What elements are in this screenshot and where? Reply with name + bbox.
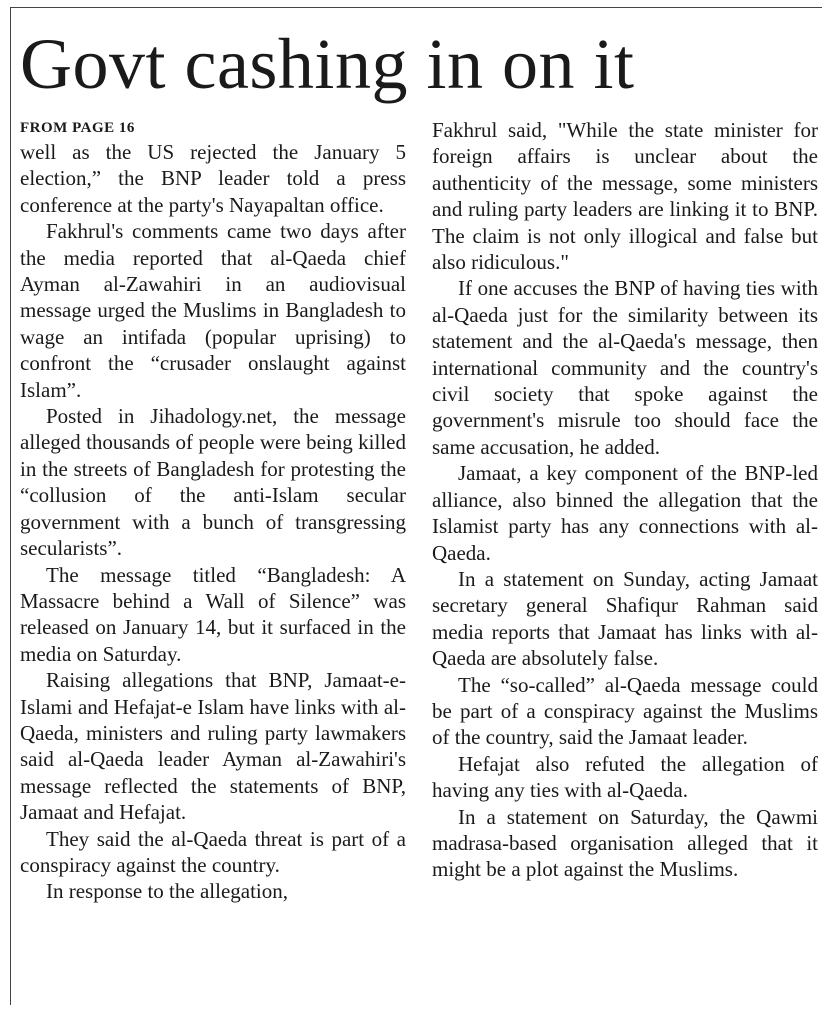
paragraph: Hefajat also refuted the allegation of having any ties with al-Qaeda. [432,751,818,803]
left-column [20,117,406,905]
dateline: FROM PAGE 16 [20,120,135,136]
paragraph: Fakhrul said, "While the state minister for foreign affairs is unclear about the authenticity of the message, some ministers and ruling party leaders are linking it to BNP. The claim is not only illogical and false but also ridiculous." [432,118,818,275]
paragraph: The “so-called” al-Qaeda message could be part of a conspiracy against the Muslims of the country, said the Jamaat leader. [432,672,818,750]
paragraph: Jamaat, a key component of the BNP-led alliance, also binned the allegation that the Islamist party has any connections with al-Qaeda. [432,461,818,565]
paragraph: They said the al-Qaeda threat is part of a conspiracy against the country. [20,826,406,877]
paragraph: If one accuses the BNP of having ties with al-Qaeda just for the similarity between its statement and the al-Qaeda's message, then international community and the country's civil society that spoke against the government's misrule too should face the same accusation, he added. [432,276,818,459]
paragraph: well as the US rejected the January 5 election,” the BNP leader told a press conference at the party's Nayapaltan office. [20,140,406,217]
paragraph: In response to the allegation, [46,879,289,904]
paragraph: Fakhrul's comments came two days after the media reported that al-Qaeda chief Ayman al-Zawahiri in an audiovisual message urged the Muslims in Bangladesh to wage an intifada (popular uprising) to confront the “crusader onslaught against Islam”. [20,219,406,402]
paragraph: Posted in Jihadology.net, the message alleged thousands of people were being killed in the streets of Bangladesh for protesting the “collusion of the anti-Islam secular government with a bunch of transgressing secularists”. [20,404,406,561]
left-column-rule [10,7,11,1005]
top-rule [10,7,822,8]
headline: Govt cashing in on it [20,24,635,104]
paragraph: In a statement on Saturday, the Qawmi madrasa-based organisation alleged that it might be a plot against the Muslims. [432,804,818,882]
right-column [432,117,818,883]
paragraph: The message titled “Bangladesh: A Massacre behind a Wall of Silence” was released on January 14, but it surfaced in the media on Saturday. [20,562,406,666]
paragraph: Raising allegations that BNP, Jamaat-e-Islami and Hefajat-e Islam have links with al-Qaeda, ministers and ruling party lawmakers said al-Qaeda leader Ayman al-Zawahiri's message reflected the statements of BNP, Jamaat and Hefajat. [20,668,406,825]
paragraph: In a statement on Sunday, acting Jamaat secretary general Shafiqur Rahman said media reports that Jamaat has links with al-Qaeda are absolutely false. [432,566,818,671]
